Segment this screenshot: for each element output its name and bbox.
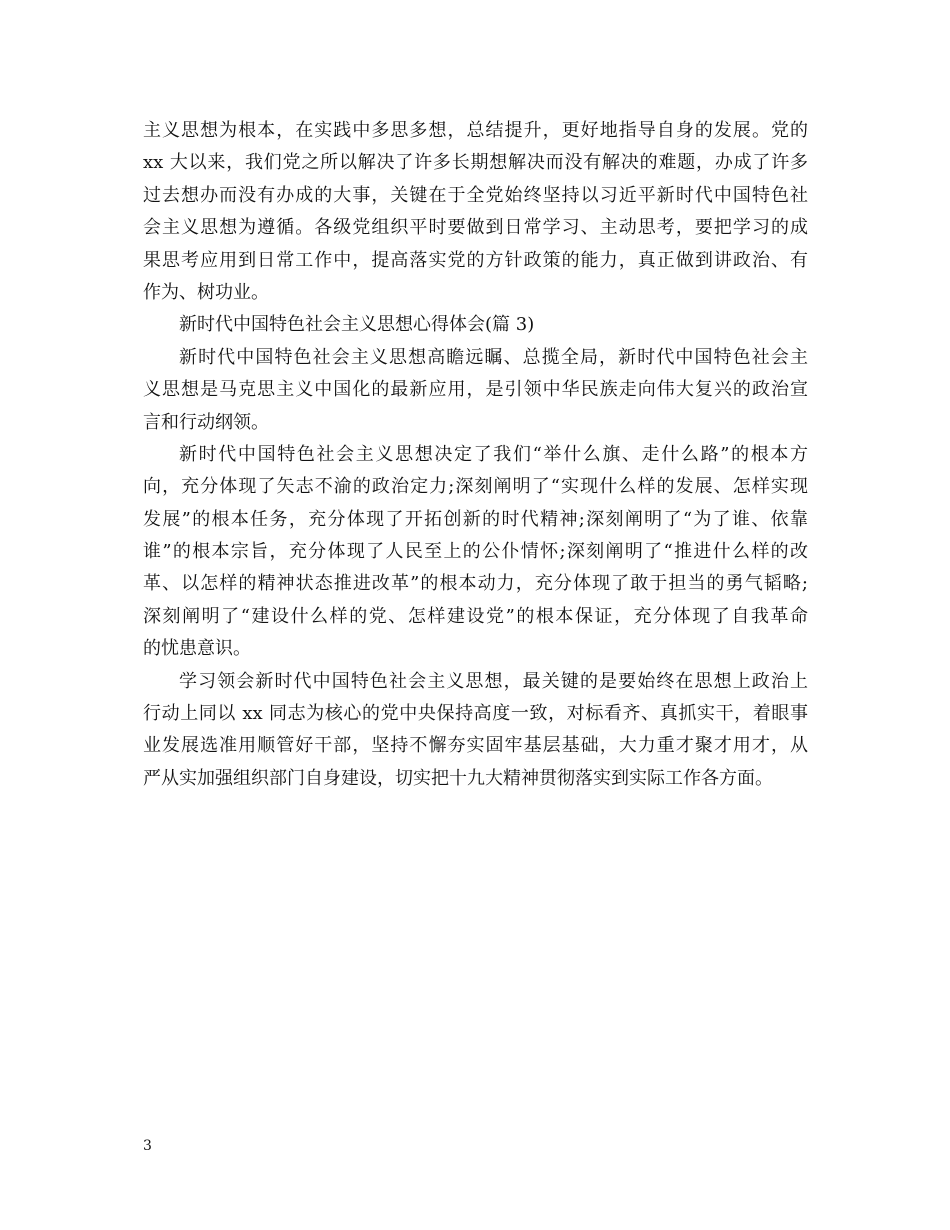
text-line: 严从实加强组织部门自身建设，切实把十九大精神贯彻落实到实际工作各方面。 xyxy=(143,767,773,789)
text-line: 义思想是马克思主义中国化的最新应用，是引领中华民族走向伟大复兴的政治宣 xyxy=(143,379,808,401)
text-line: 作为、树功业。 xyxy=(143,281,269,303)
text-line: 行动上同以 xx 同志为核心的党中央保持高度一致，对标看齐、真抓实干，着眼事 xyxy=(143,703,808,725)
text-line: 革、以怎样的精神状态推进改革”的根本动力，充分体现了敢于担当的勇气韬略; xyxy=(143,573,808,595)
text-line: 主义思想为根本，在实践中多思多想，总结提升，更好地指导自身的发展。党的 xyxy=(143,120,808,141)
text-line: 果思考应用到日常工作中，提高落实党的方针政策的能力，真正做到讲政治、有 xyxy=(143,249,808,271)
text-line: 新时代中国特色社会主义思想决定了我们“举什么旗、走什么路”的根本方 xyxy=(179,443,808,465)
text-line: 言和行动纲领。 xyxy=(143,411,269,433)
text-line: xx 大以来，我们党之所以解决了许多长期想解决而没有解决的难题，办成了许多 xyxy=(143,152,808,174)
text-line: 新时代中国特色社会主义思想高瞻远瞩、总揽全局，新时代中国特色社会主 xyxy=(179,346,808,368)
text-line: 向，充分体现了矢志不渝的政治定力;深刻阐明了“实现什么样的发展、怎样实现 xyxy=(143,476,808,498)
text-line: 的忧患意识。 xyxy=(143,638,251,660)
text-line: 会主义思想为遵循。各级党组织平时要做到日常学习、主动思考，要把学习的成 xyxy=(143,217,808,239)
body-text xyxy=(143,115,808,795)
text-line: 过去想办而没有办成的大事，关键在于全党始终坚持以习近平新时代中国特色社 xyxy=(143,184,808,206)
text-line: 谁”的根本宗旨，充分体现了人民至上的公仆情怀;深刻阐明了“推进什么样的改 xyxy=(143,541,808,563)
text-line: 深刻阐明了“建设什么样的党、怎样建设党”的根本保证，充分体现了自我革命 xyxy=(143,605,808,627)
section-heading: 新时代中国特色社会主义思想心得体会(篇 3) xyxy=(179,314,535,336)
text-line: 学习领会新时代中国特色社会主义思想，最关键的是要始终在思想上政治上 xyxy=(179,670,808,692)
text-line: 业发展选准用顺管好干部，坚持不懈夯实固牢基层基础，大力重才聚才用才，从 xyxy=(143,735,808,757)
text-line: 发展”的根本任务，充分体现了开拓创新的时代精神;深刻阐明了“为了谁、依靠 xyxy=(143,508,808,530)
page-number: 3 xyxy=(143,1138,152,1154)
